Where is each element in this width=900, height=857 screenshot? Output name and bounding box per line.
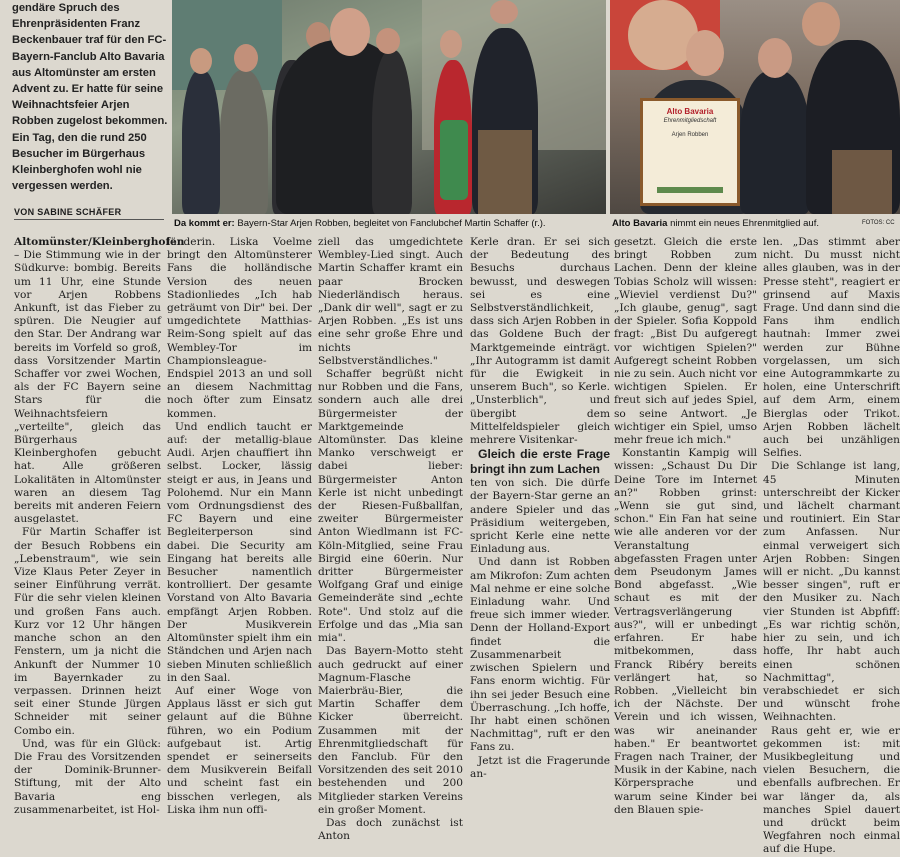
caption-1-lead: Da kommt er: xyxy=(174,218,235,229)
paragraph: Die Schlange ist lang, 45 Minuten unterschreibt der Kicker und lächelt charmant und routiniert. Ein Star zum Anfassen. Nur einmal verweigert sich Arjen Robben: Singen will er nicht. „Du kannst besser singen", ruft er den Musiker zu. Nach vier Stunden ist Abpfiff: „Es war richtig schön, hier zu sein, und ich hoffe, Ihr habt auch einen schönen Nachmittag", verabschiedet er sich und wünscht frohe Weihnachten. xyxy=(763,460,900,724)
paragraph: Und, was für ein Glück: Die Frau des Vorsitzenden der Dominik-Brunner-Stiftung, mit der Alto Bavaria eng zusammenarbeitet, ist Hol- xyxy=(14,737,161,816)
photo-person xyxy=(220,70,268,214)
certificate-brand: Alto Bavaria xyxy=(666,107,714,116)
paragraph: Das Bayern-Motto steht auch gedruckt auf einer Magnum-Flasche Maierbräu-Bier, die Martin Schaffer dem Kicker überreicht. Zusammen mit der Ehrenmitgliedschaft für den Fanclub. Für den Vorsitzenden des seit 2010 bestehenden und 200 Mitglieder starken Vereins ein großer Moment. xyxy=(318,645,463,816)
dateline: Altomünster/Kleinberghofen xyxy=(14,236,185,248)
photo-person-head xyxy=(758,38,792,78)
photo-robben-arrival xyxy=(172,0,606,214)
paragraph: Jetzt ist die Fragerunde an- xyxy=(470,754,610,780)
photo-person-head xyxy=(490,0,518,24)
caption-1-text: Bayern-Star Arjen Robben, begleitet von Fanclubchef Martin Schaffer (r.). xyxy=(234,218,546,229)
paragraph: ten von sich. Die dürfe der Bayern-Star gerne an andere Spieler und das Präsidium weitergeben, spricht Kerle eine nette Einladung aus. xyxy=(470,477,610,556)
paragraph: Schaffer begrüßt nicht nur Robben und die Fans, sondern auch alle drei Bürgermeister der Marktgemeinde Altomünster. Das kleine Manko verschweigt er dabei lieber: Bürgermeister Anton Kerle ist nicht unbedingt der Riesen-Fußballfan, zweiter Bürgermeister Anton Wiedlmann ist FC-Köln-Mitglied, seine Frau Birgid eine 60erin. Nur dritter Bürgermeister Wolfgang Graf und einige Gemeinderäte sind „echte Rote". Und stolz auf die Erfolge und das „Mia san mia". xyxy=(318,368,463,645)
photo-caption-2 xyxy=(612,218,819,229)
paragraph: Für Martin Schaffer ist der Besuch Robbens ein „Lebenstraum", wie sein Vize Klaus Peter Zeyer in seiner Einführung verrät. Für die sehr vielen kleinen und großen Fans auch. Kurz vor 12 Uhr hängen manche schon an den Fenstern, um ja nicht die Ankunft der Nummer 10 im Bayernkader zu verpassen. Drinnen heizt seit einer Stunde Jürgen Schneider mit seiner Combo ein. xyxy=(14,526,161,737)
photo-lederhosen xyxy=(832,150,892,214)
honorary-certificate xyxy=(640,98,740,206)
paragraph: len. „Das stimmt aber nicht. Du musst nicht alles glauben, was in der Presse steht", reagiert er grinsend auf Maxis Frage. Und dann sind die Fans ihm endlich hautnah: Immer zwei werden zur Bühne vorgelassen, um sich eine Autogrammkarte zu holen, eine Unterschrift auf dem Arm, einem Bierglas oder Trikot. Arjen Robben lächelt auch bei unzähligen Selfies. xyxy=(763,236,900,460)
caption-2-lead: Alto Bavaria xyxy=(612,218,668,229)
article-column-3 xyxy=(318,236,463,843)
paragraph-text: – Die Stimmung wie in der Südkurve: bombig. Bereits um 11 Uhr, eine Stunde vor Arjen Robbens Ankunft, ist das Fieber zu spüren. Die Neugier auf den Star. Der Andrang war bereits im Vorfeld so groß, dass Vorsitzender Martin Schaffer vor zwei Wochen, als der FC Bayern seine Stars für die Weihnachtsfeiern „verteilte", gleich das Bürgerhaus Kleinberghofen gebucht hat. Alle größeren Lokalitäten in Altomünster waren an diesem Tag bereits mit anderen Feiern ausgelastet. xyxy=(14,249,161,526)
photo-person-head xyxy=(190,48,212,74)
photo-person-head xyxy=(802,2,840,46)
photo-person xyxy=(740,70,810,214)
paragraph: länderin. Liska Voelme bringt den Altomünsterer Fans die holländische Version des neuen Stadionliedes „Ich hab geträumt von Dir" bei. Der umgedichtete Matthias-Reim-Song spielt auf das Wembley-Tor im Championsleague-Endspiel 2013 an und soll an diesem Nachmittag noch öfter zum Einsatz kommen. xyxy=(167,236,312,420)
caption-2-text: nimmt ein neues Ehrenmitglied auf. xyxy=(667,218,819,229)
certificate-name: Arjen Robben xyxy=(671,132,709,138)
article-column-4 xyxy=(470,236,610,780)
paragraph: Raus geht er, wie er gekommen ist: mit Musikbegleitung und vielen Besuchern, die ebenfalls aufbrechen. Er war länger da, als manches Spiel dauert und drückt beim Wegfahren noch einmal auf die Hupe. xyxy=(763,724,900,856)
byline: VON SABINE SCHÄFER xyxy=(14,207,164,220)
certificate-kind: Ehrenmitgliedschaft xyxy=(663,118,717,124)
article-column-2 xyxy=(167,236,312,816)
paragraph: Und dann ist Robben am Mikrofon: Zum achten Mal nehme er eine solche Einladung wahr. Und freue sich immer wieder. Denn der Holland-Export findet die Zusammenarbeit zwischen Spielern und Fans enorm wichtig. Für ihn sei jeder Besuch eine Überraschung. „Ich hoffe, Ihr habt einen schönen Nachmittag", ruft er den Fans zu. xyxy=(470,556,610,754)
photo-credit: FOTOS: CC xyxy=(862,220,895,226)
photo-lederhosen xyxy=(478,130,532,214)
certificate-strip xyxy=(657,187,723,193)
photo-person-head xyxy=(440,30,462,58)
photo-person xyxy=(182,70,220,214)
paragraph: Und endlich taucht er auf: der metallig-blaue Audi. Arjen chauffiert ihn selbst. Locker, lässig steigt er aus, in Jeans und Polohemd. Nur ein Mann vom Ordnungsdienst des FC Bayern und eine Begleiterperson sind dabei. Die Security am Eingang hat bereits alle Besucher namentlich kontrolliert. Der gesamte Vorstand von Alto Bavaria empfängt Arjen Robben. Der Musikverein Altomünster spielt ihm ein Ständchen und Arjen nach sieben Minuten schließlich in den Saal. xyxy=(167,420,312,684)
photo-person-head xyxy=(234,44,258,72)
photo-dirndl-apron xyxy=(440,120,468,200)
photo-caption-1 xyxy=(174,218,546,229)
paragraph: Das doch zunächst ist Anton xyxy=(318,816,463,843)
paragraph: Kerle dran. Er sei sich der Bedeutung des Besuchs durchaus bewusst, und deswegen sei es eine Selbstverständlichkeit, dass sich Arjen Robben in das Goldene Buch der Marktgemeinde einträgt. „Ihr Autogramm ist damit für die Ewigkeit in unserem Buch", so Kerle. „Unsterblich", und übergibt dem Mittelfeldspieler gleich mehrere Visitenkar- xyxy=(470,236,610,447)
photo-person-head xyxy=(376,28,400,54)
photo-robben-head xyxy=(686,30,724,76)
photo-robben-head xyxy=(330,8,370,56)
paragraph: Konstantin Kampig will wissen: „Schaust Du Dir Deine Tore im Internet an?" Robben grinst: „Wenn sie gut sind, schon." Ein Fan hat seine wie alle anderen vor der Veranstaltung abgefassten Fragen unter dem Pseudonym James Bond abgefasst. „Wie schaut es mit der Vertragsverlängerung aus?", will er unbedingt erfahren. Er habe mitbekommen, dass Franck Ribéry bereits verlängert hat, so Robben. „Vielleicht bin ich der Nächste. Der Verein und ich wissen, was wir aneinander haben." Er beantwortet Fragen nach Trainer, der Musik in der Kabine, nach Körpersprache und warum seine Kinder bei den Blauen spie- xyxy=(614,447,757,816)
photo-person xyxy=(372,50,412,214)
paragraph: Auf einer Woge von Applaus lässt er sich gut gelaunt auf die Bühne führen, wo ein Podium aufgebaut ist. Artig spendet er seinerseits dem Musikverein Beifall und scheint fast ein bisschen verlegen, als Liska ihm nun offi- xyxy=(167,684,312,816)
article-column-6 xyxy=(763,236,900,856)
photo-background-building xyxy=(172,0,282,90)
article-intro: gendäre Spruch des Ehrenpräsidenten Franz Beckenbauer traf für den FC-Bayern-Fanclub Alto Bavaria aus Altomünster am ersten Advent zu. Er hatte für seine Weihnachtsfeier Arjen Robben zugelost bekommen. Ein Tag, den die rund 250 Besucher im Bürgerhaus Kleinberghofen wohl nie vergessen werden. xyxy=(12,2,168,193)
paragraph: ziell das umgedichtete Wembley-Lied singt. Auch Martin Schaffer kramt ein paar Brocken Niederländisch heraus. „Dank dir well", sagt er zu Arjen Robben. „Es ist uns eine sehr große Ehre und nichts Selbstverständliches." xyxy=(318,236,463,367)
article-column-1 xyxy=(14,236,185,816)
paragraph xyxy=(14,236,185,526)
paragraph: gesetzt. Gleich die erste bringt Robben zum Lachen. Denn der kleine Tobias Scholz will wissen: „Wieviel verdienst Du?" „Ich glaube, genug", sagt der Spieler. Sofia Koppold fragt: „Bist Du aufgeregt vor wichtigen Spielen?" Aufgeregt scheint Robben nie zu sein. Auch nicht vor wichtigen Spielen. Er freut sich auf jedes Spiel, so seine Antwort. „Je wichtiger ein Spiel, umso mehr freue ich mich." xyxy=(614,236,757,447)
article-column-5 xyxy=(614,236,757,816)
subheading: Gleich die erste Frage bringt ihn zum Lachen xyxy=(470,447,610,477)
